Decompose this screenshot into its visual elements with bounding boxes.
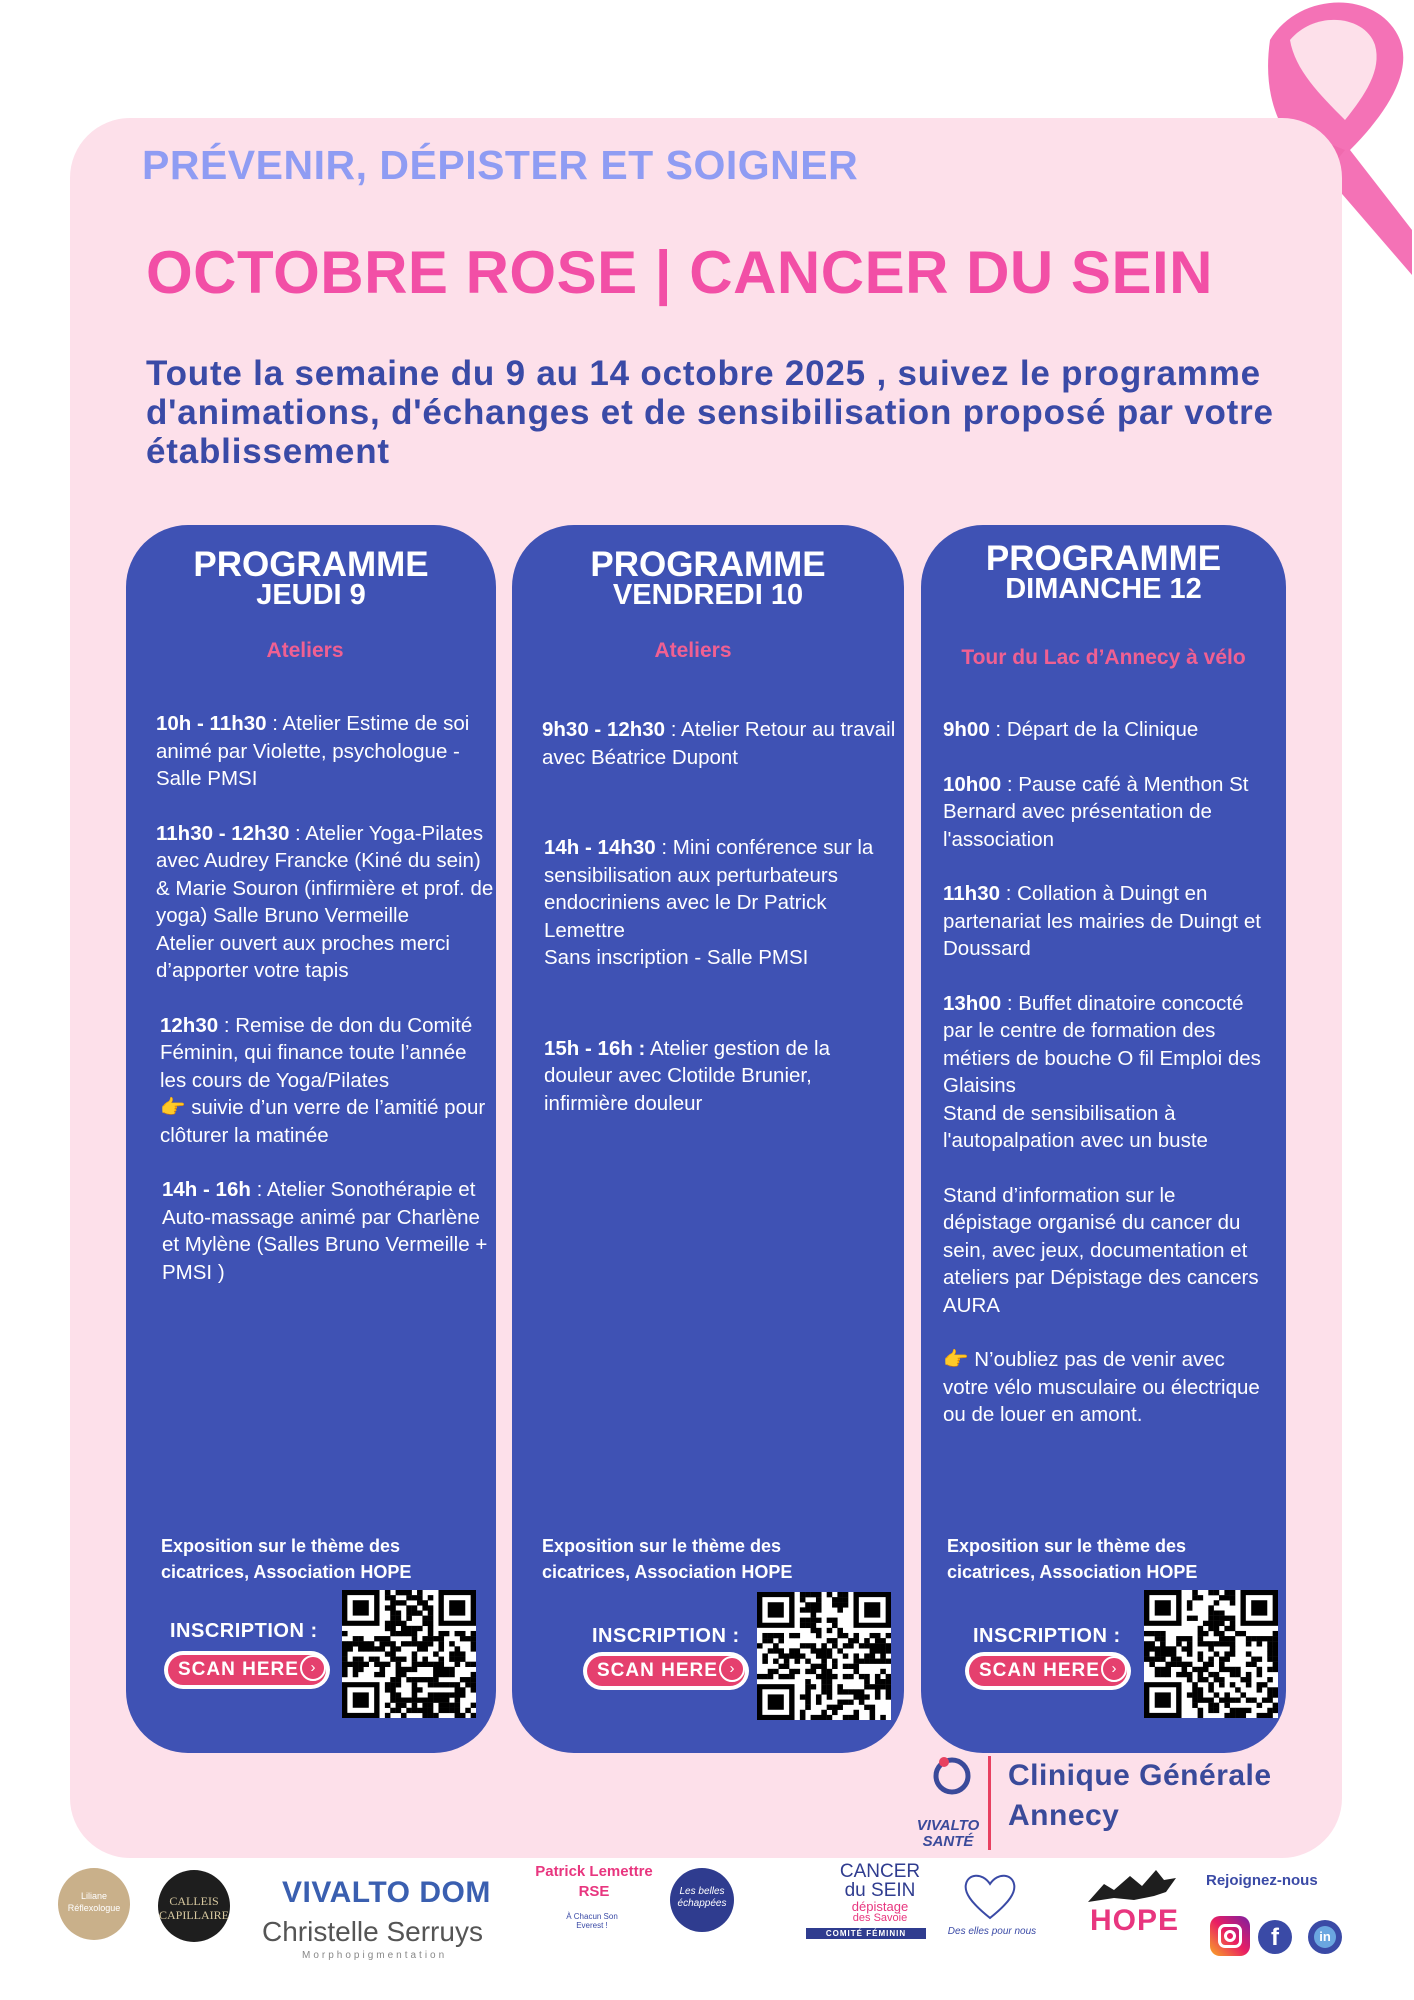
event-time: 10h - 11h30 (156, 712, 267, 735)
event-list (943, 716, 1263, 1456)
event-item (156, 1012, 496, 1150)
linkedin-icon[interactable]: in (1308, 1920, 1342, 1954)
scan-label: SCAN HERE (587, 1656, 745, 1686)
program-column-vendredi (512, 525, 904, 1753)
column-heading (126, 545, 496, 611)
event-time: 15h - 16h : (544, 1036, 646, 1060)
scan-here-button[interactable] (583, 1652, 749, 1690)
event-time: 12h30 (160, 1013, 219, 1037)
heart-icon (960, 1870, 1020, 1922)
brand-divider (988, 1756, 991, 1850)
event-list (542, 716, 904, 1144)
qr-code[interactable] (1144, 1590, 1278, 1718)
event-item (943, 1346, 1263, 1429)
event-item (943, 880, 1263, 963)
wolf-icon (1084, 1866, 1180, 1906)
heading-line2: JEUDI 9 (256, 579, 366, 611)
heading-line1: PROGRAMME (985, 539, 1222, 578)
clinic-name (1008, 1756, 1272, 1836)
event-item (156, 1176, 496, 1286)
event-text: : Remise de don du Comité Féminin, qui finance toute l’année les cours de Yoga/Pilates (160, 1013, 473, 1092)
exposition-note: Exposition sur le thème des cicatrices, Association HOPE (161, 1536, 412, 1582)
column-theme: Ateliers (654, 639, 732, 662)
arrow-right-icon: › (300, 1655, 326, 1681)
arrow-right-icon: › (719, 1656, 745, 1682)
event-note: Stand de sensibilisation à l'autopalpation avec un buste (943, 1101, 1208, 1152)
column-heading (512, 545, 904, 611)
event-item (156, 820, 496, 985)
event-item (943, 771, 1263, 854)
cancer-line2: du SEIN (844, 1880, 916, 1901)
scan-here-button[interactable] (965, 1652, 1131, 1690)
scan-label: SCAN HERE (969, 1656, 1127, 1686)
qr-code[interactable] (757, 1592, 891, 1720)
brand-mark-line2: SANTÉ (922, 1833, 974, 1850)
heading-line1: PROGRAMME (590, 545, 826, 584)
event-note: 👉 suivie d’un verre de l’amitié pour clôturer la matinée (160, 1096, 486, 1147)
clinic-logo (916, 1752, 1296, 1858)
event-text: : Collation à Duingt en partenariat les mairies de Duingt et Doussard (943, 882, 1261, 960)
event-time: 10h00 (943, 772, 1002, 796)
event-text: Stand d’information sur le dépistage organisé du cancer du sein, avec jeux, documentation et ateliers par Dépistage des cancers AURA (943, 1183, 1259, 1317)
event-text: : Atelier Sonothérapie et Auto-massage animé par Charlène et Mylène (Salles Bruno Vermeille + PMSI ) (162, 1178, 488, 1284)
inscription-label: INSCRIPTION : (170, 1620, 318, 1642)
cancer-line3: dépistage (851, 1899, 909, 1914)
calleis-logo: CALLEIS CAPILLAIRE (158, 1870, 230, 1942)
event-item (542, 1035, 864, 1118)
heading-line2: DIMANCHE 12 (1005, 573, 1202, 605)
heading-line1: PROGRAMME (193, 545, 429, 584)
event-item (156, 710, 496, 793)
event-time: 14h - 16h (162, 1178, 251, 1201)
cancer-line4: des Savoie (852, 1912, 908, 1924)
cancer-line1: CANCER (839, 1861, 921, 1882)
heading-line2: VENDREDI 10 (612, 579, 804, 611)
event-text: : Buffet dinatoire concocté par le centre de formation des métiers de bouche O fil Emploi des Glaisins (943, 991, 1261, 1097)
exposition-note: Exposition sur le thème des cicatrices, Association HOPE (947, 1536, 1198, 1582)
event-time: 14h - 14h30 (544, 836, 656, 859)
arrow-right-icon: › (1101, 1656, 1127, 1682)
event-text: : Mini conférence sur la sensibilisation aux perturbateurs endocriniens avec le Dr Patrick Lemettre (544, 836, 874, 942)
cancer-footer: COMITÉ FÉMININ (806, 1928, 926, 1939)
hope-logo: HOPE (1090, 1904, 1180, 1937)
event-item (542, 716, 904, 771)
inscription-label: INSCRIPTION : (973, 1625, 1121, 1647)
serruys-logo: Christelle Serruys (262, 1916, 483, 1947)
event-text: Atelier gestion de la douleur avec Clotilde Brunier, infirmière douleur (544, 1036, 831, 1115)
column-theme: Tour du Lac d’Annecy à vélo (961, 646, 1246, 669)
inscription-label: INSCRIPTION : (592, 1625, 740, 1647)
event-item (542, 834, 904, 972)
instagram-icon[interactable] (1210, 1916, 1250, 1956)
brand-mark-line1: VIVALTO (916, 1817, 980, 1834)
program-column-jeudi (126, 525, 496, 1753)
patrick-lemettre-label: Patrick Lemettre RSE (535, 1863, 653, 1900)
exposition-note: Exposition sur le thème des cicatrices, Association HOPE (542, 1536, 793, 1582)
event-time: 9h00 (943, 718, 990, 741)
event-text: : Pause café à Menthon St Bernard avec présentation de l'association (943, 772, 1249, 851)
join-us-label: Rejoignez-nous (1206, 1872, 1318, 1889)
qr-code[interactable] (342, 1590, 476, 1718)
des-elles-logo: Des elles pour nous (947, 1926, 1037, 1937)
liliane-logo: Liliane Réflexologue (58, 1868, 130, 1940)
belles-echappees-logo: Les belles échappées (670, 1868, 734, 1932)
event-time: 11h30 - 12h30 (156, 821, 290, 845)
everest-logo: À Chacun Son Everest ! (566, 1912, 618, 1930)
vivalto-sante-label (916, 1818, 980, 1850)
intro-text: Toute la semaine du 9 au 14 octobre 2025 , suivez le programme d'animations, d'échanges et de sensibilisation proposé par votre établissement (146, 354, 1274, 471)
column-theme: Ateliers (266, 639, 344, 662)
scan-label: SCAN HERE (168, 1655, 326, 1685)
tagline: PRÉVENIR, DÉPISTER ET SOIGNER (142, 142, 859, 188)
event-text: : Départ de la Clinique (989, 718, 1199, 741)
event-item (943, 716, 1263, 744)
event-list (156, 710, 496, 1313)
facebook-icon[interactable]: f (1258, 1920, 1292, 1954)
clinic-name-line2: Annecy (1008, 1799, 1120, 1832)
event-time: 9h30 - 12h30 (542, 718, 666, 741)
event-item (943, 990, 1263, 1155)
event-text: : Atelier Yoga-Pilates avec Audrey Francke (Kiné du sein) & Marie Souron (infirmière et prof. de yoga) Salle Bruno Vermeille (156, 821, 494, 927)
clinic-name-line1: Clinique Générale (1008, 1759, 1272, 1792)
event-note: Sans inscription - Salle PMSI (544, 946, 809, 969)
event-time: 11h30 (943, 882, 1000, 905)
cancer-du-sein-logo (806, 1862, 926, 1939)
event-time: 13h00 (943, 991, 1002, 1015)
event-text: : Atelier Estime de soi animé par Violette, psychologue - Salle PMSI (156, 712, 470, 790)
event-note: Atelier ouvert aux proches merci d’apporter votre tapis (156, 931, 450, 982)
column-heading (921, 539, 1286, 605)
page-title: OCTOBRE ROSE | CANCER DU SEIN (146, 239, 1213, 306)
event-text: 👉 N’oubliez pas de venir avec votre vélo musculaire ou électrique ou de louer en amont. (943, 1348, 1260, 1426)
program-column-dimanche (921, 525, 1286, 1753)
vivaltodom-logo: VIVALTO DOM (282, 1876, 491, 1909)
scan-here-button[interactable] (164, 1651, 330, 1689)
serruys-subtitle: Morphopigmentation (302, 1950, 448, 1961)
event-text: : Atelier Retour au travail avec Béatrice Dupont (542, 718, 896, 769)
event-item (943, 1182, 1263, 1320)
